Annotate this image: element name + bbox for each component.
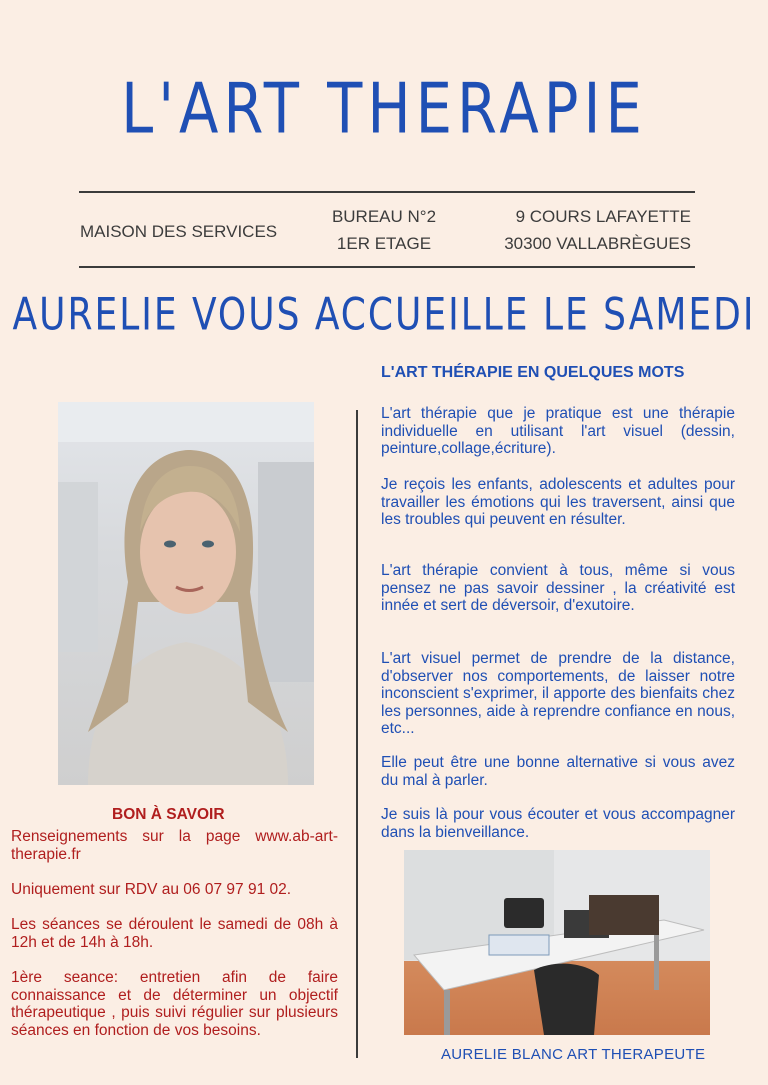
bon-a-savoir-title: BON À SAVOIR (112, 806, 225, 823)
page-subtitle: AURELIE VOUS ACCUEILLE LE SAMEDI (12, 289, 756, 341)
paragraph-2: Je reçois les enfants, adolescents et adultes pour travailler les émotions qui les traversent, ainsi que les troubles qui peuvent en résulter. (381, 476, 735, 528)
info-item-4: 1ère seance: entretien afin de faire connaissance et de déterminer un objectif thérapeutique , puis suivi régulier sur plusieurs séances en fonction de vos besoins. (11, 969, 338, 1039)
paragraph-1: L'art thérapie que je pratique est une thérapie individuelle en utilisant l'art visuel (dessin, peinture,collage,écriture). (381, 405, 735, 457)
column-divider (356, 410, 358, 1058)
portrait-illustration (58, 402, 314, 785)
paragraph-3: L'art thérapie convient à tous, même si vous pensez ne pas savoir dessiner , la créativité est innée et sert de déversoir, d'exutoire. (381, 562, 735, 614)
address-location: MAISON DES SERVICES (80, 222, 278, 241)
top-divider (79, 191, 695, 193)
paragraph-6: Je suis là pour vous écouter et vous accompagner dans la bienveillance. (381, 806, 735, 841)
photo-caption: AURELIE BLANC ART THERAPEUTE (441, 1046, 706, 1063)
office-illustration (404, 850, 710, 1035)
address-office (318, 203, 450, 257)
section-title: L'ART THÉRAPIE EN QUELQUES MOTS (381, 364, 685, 381)
address-street (490, 203, 691, 257)
address-street-line1: 9 COURS LAFAYETTE (515, 207, 691, 226)
paragraph-5: Elle peut être une bonne alternative si vous avez du mal à parler. (381, 754, 735, 789)
address-street-line2: 30300 VALLABRÈGUES (504, 234, 691, 253)
address-office-line1: BUREAU N°2 (331, 207, 437, 226)
bottom-divider (79, 266, 695, 268)
office-photo (404, 850, 710, 1035)
info-item-2: Uniquement sur RDV au 06 07 97 91 02. (11, 881, 292, 898)
address-office-line2: 1ER ETAGE (336, 234, 432, 253)
paragraph-4: L'art visuel permet de prendre de la distance, d'observer nos comportements, de laisser notre inconscient s'exprimer, il apporte des bienfaits chez les personnes, aide à reprendre confiance en nous, etc... (381, 650, 735, 737)
info-item-3: Les séances se déroulent le samedi de 08h à 12h et de 14h à 18h. (11, 916, 338, 951)
page-title: L'ART THERAPIE (121, 70, 647, 150)
portrait-photo (58, 402, 314, 785)
info-item-1: Renseignements sur la page www.ab-art-therapie.fr (11, 828, 338, 863)
